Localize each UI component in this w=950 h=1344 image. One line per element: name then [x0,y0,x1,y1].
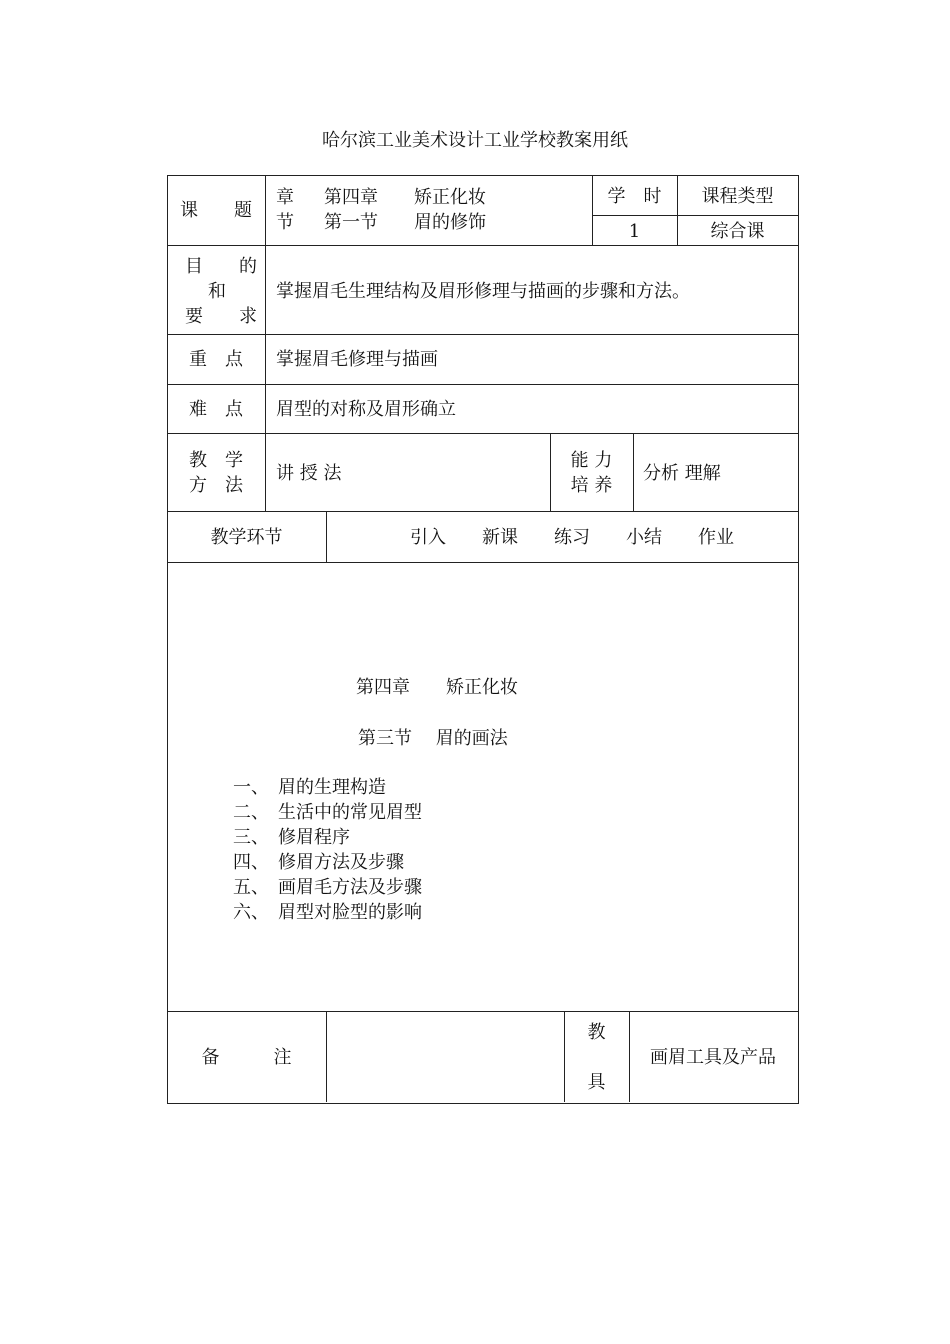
row-divider [167,562,798,563]
row-divider [167,1011,798,1012]
stages-label: 教学环节 [210,527,283,548]
course-type-value: 综合课 [710,221,765,242]
ability-label-line1: 能 力 [570,450,613,471]
content-heading-section: 第三节 眉的画法 [358,728,508,749]
content-item: 一、 眉的生理构造 [233,777,386,798]
ability-label-line2: 培 养 [570,475,613,496]
content-item: 五、 画眉毛方法及步骤 [233,877,422,898]
tools-label-line2: 具 [587,1072,606,1093]
course-type-label: 课程类型 [701,186,774,207]
goals-label-line2: 和 [208,281,226,302]
row-divider [167,334,798,335]
row-divider [167,511,798,512]
topic-label: 课 题 [180,200,252,221]
method-text: 讲 授 法 [276,463,342,484]
hours-label: 学 时 [607,186,662,207]
stages-text: 引入 新课 练习 小结 作业 [410,527,734,548]
key-point-text: 掌握眉毛修理与描画 [276,349,438,370]
col-divider [633,433,634,511]
difficulty-text: 眉型的对称及眉形确立 [276,399,456,420]
hours-value: 1 [628,221,641,242]
section-value: 第一节 眉的修饰 [324,212,486,233]
method-label-line1: 教 学 [189,450,243,471]
tools-label-line1: 教 [587,1022,606,1043]
content-item: 三、 修眉程序 [233,827,350,848]
difficulty-label: 难 点 [189,399,243,420]
lesson-plan-table [167,175,799,1104]
chapter-key: 章 [276,187,294,208]
method-label-line2: 方 法 [189,475,243,496]
notes-label: 备 注 [201,1047,292,1068]
col-divider [326,1011,327,1102]
section-key: 节 [276,212,294,233]
goals-label-line1: 目 的 [185,256,257,277]
col-divider [326,511,327,562]
row-divider [167,245,798,246]
content-item: 四、 修眉方法及步骤 [233,852,404,873]
row-divider [592,215,798,216]
key-point-label: 重 点 [189,349,243,370]
chapter-value: 第四章 矫正化妆 [324,187,486,208]
goals-text: 掌握眉毛生理结构及眉形修理与描画的步骤和方法。 [276,281,690,302]
content-heading-chapter: 第四章 矫正化妆 [356,677,518,698]
row-divider [167,433,798,434]
col-divider [265,175,266,512]
ability-text: 分析 理解 [643,463,721,484]
row-divider [167,384,798,385]
goals-label-line3: 要 求 [185,306,257,327]
document-title: 哈尔滨工业美术设计工业学校教案用纸 [322,130,628,151]
content-item: 二、 生活中的常见眉型 [233,802,422,823]
content-item: 六、 眉型对脸型的影响 [233,902,422,923]
tools-value: 画眉工具及产品 [650,1047,776,1068]
